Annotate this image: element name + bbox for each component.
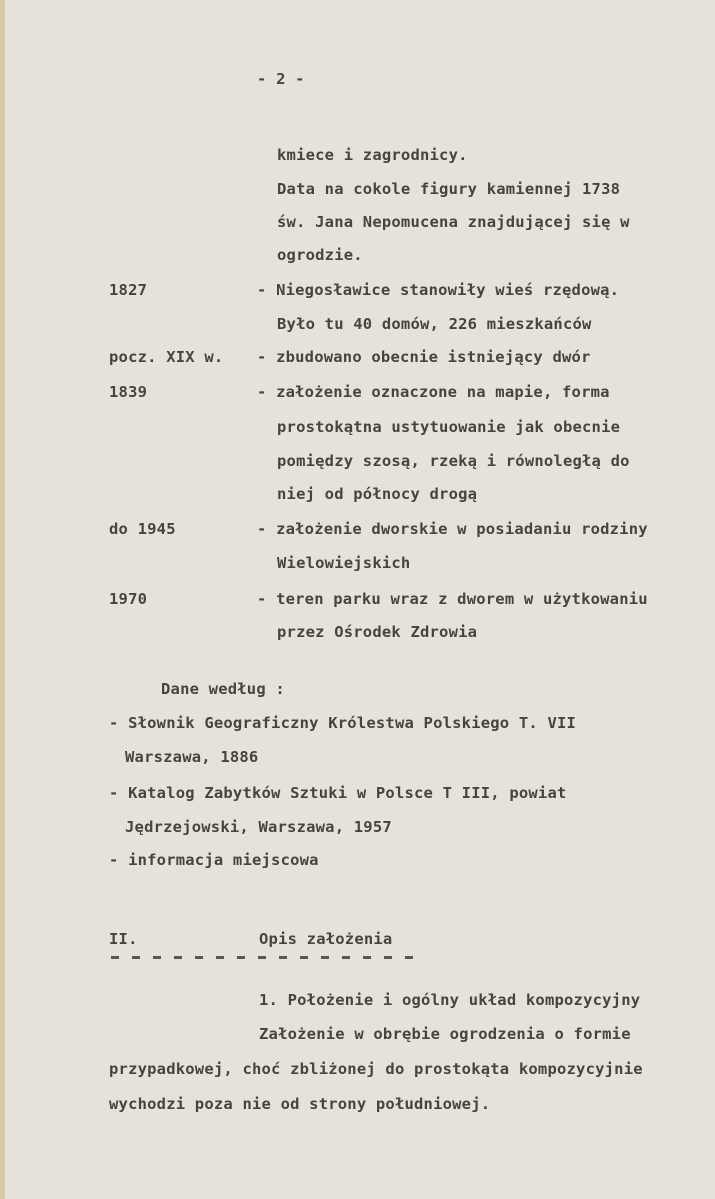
chronology-text: przez Ośrodek Zdrowia	[277, 623, 478, 641]
dashed-underline	[111, 956, 416, 959]
chronology-text: - Niegosławice stanowiły wieś rzędową.	[257, 281, 620, 299]
chronology-date: 1827	[109, 281, 148, 299]
subsection-title: 1. Położenie i ogólny układ kompozycyjny	[259, 991, 641, 1009]
paragraph-line: przypadkowej, choć zbliżonej do prostokąta kompozycyjnie	[109, 1060, 643, 1078]
page-number: - 2 -	[257, 70, 305, 88]
chronology-text: Wielowiejskich	[277, 554, 411, 572]
chronology-date: 1970	[109, 590, 148, 608]
chronology-text: niej od północy drogą	[277, 485, 478, 503]
intro-line: ogrodzie.	[277, 246, 363, 264]
intro-line: kmiece i zagrodnicy.	[277, 146, 468, 164]
chronology-text: - teren parku wraz z dworem w użytkowaniu	[257, 590, 648, 608]
source-item: - informacja miejscowa	[109, 851, 319, 869]
sources-heading: Dane według :	[161, 680, 285, 698]
chronology-date: 1839	[109, 383, 148, 401]
paragraph-line: Założenie w obrębie ogrodzenia o formie	[259, 1025, 631, 1043]
chronology-text: - założenie oznaczone na mapie, forma	[257, 383, 610, 401]
section-title: Opis założenia	[259, 930, 393, 948]
source-item: Warszawa, 1886	[125, 748, 259, 766]
chronology-date: pocz. XIX w.	[109, 348, 224, 366]
source-item: - Katalog Zabytków Sztuki w Polsce T III, powiat	[109, 784, 567, 802]
source-item: - Słownik Geograficzny Królestwa Polskiego T. VII	[109, 714, 577, 732]
intro-line: św. Jana Nepomucena znajdującej się w	[277, 213, 630, 231]
source-item: Jędrzejowski, Warszawa, 1957	[125, 818, 392, 836]
section-number: II.	[109, 930, 138, 948]
chronology-text: - zbudowano obecnie istniejący dwór	[257, 348, 591, 366]
chronology-text: - założenie dworskie w posiadaniu rodziny	[257, 520, 648, 538]
chronology-text: Było tu 40 domów, 226 mieszkańców	[277, 315, 592, 333]
intro-line: Data na cokole figury kamiennej 1738	[277, 180, 621, 198]
chronology-text: prostokątna ustytuowanie jak obecnie	[277, 418, 621, 436]
paragraph-line: wychodzi poza nie od strony południowej.	[109, 1095, 491, 1113]
chronology-text: pomiędzy szosą, rzeką i równoległą do	[277, 452, 630, 470]
chronology-date: do 1945	[109, 520, 176, 538]
